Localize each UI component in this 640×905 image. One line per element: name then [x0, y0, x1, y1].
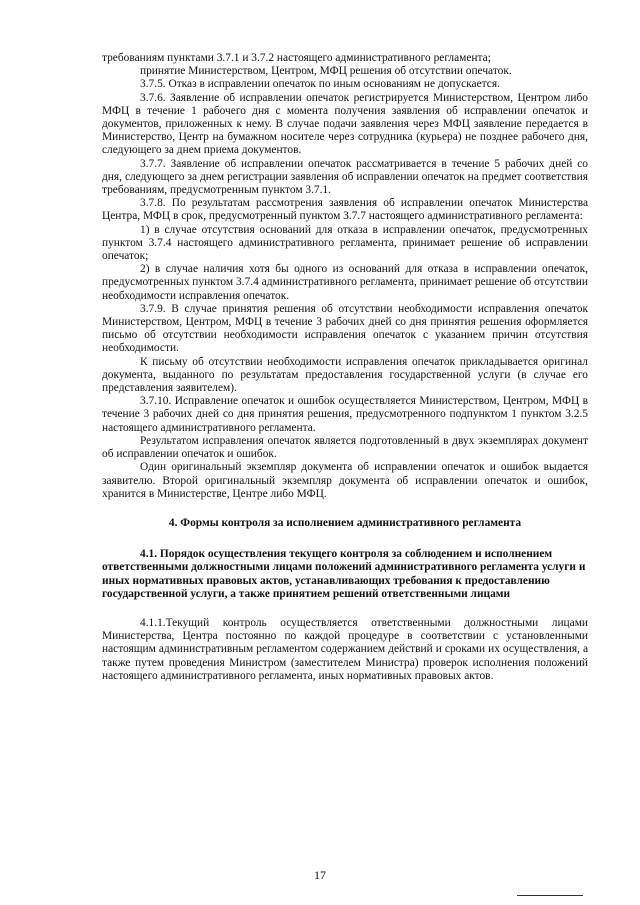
page-number: 17 [314, 868, 326, 882]
paragraph-3-7-8: 3.7.8. По результатам рассмотрения заявления об исправлении опечаток Министерства Центра, МФЦ в срок, предусмотренный пунктом 3.7.7 настоящего административного регламента: [102, 197, 588, 223]
paragraph-3-7-9: 3.7.9. В случае принятия решения об отсутствии необходимости исправления опечаток Министерством, Центром, МФЦ в течение 3 рабочих дней со дня принятия решения оформляется письмо об отсутствии необходимости исправления опечаток с указанием причин отсутствия необходимости. [102, 302, 588, 355]
paragraph-4-1-1: 4.1.1.Текущий контроль осуществляется ответственными должностными лицами Министерства, Центра постоянно по каждой процедуре в соответствии с установленными настоящим административным регламентом содержанием действий и сроками их осуществления, а также путем проведения Министром (заместителем Министра) проверок исполнения положений настоящего административного регламента, иных нормативных правовых актов. [102, 616, 588, 682]
paragraph-letter-attachment: К письму об отсутствии необходимости исправления опечаток прикладывается оригинал документа, выданного по результатам предоставления государственной услуги (в случае его представления заявителем). [102, 355, 588, 395]
paragraph-3-7-6: 3.7.6. Заявление об исправлении опечаток регистрируется Министерством, Центром либо МФЦ в течение 1 рабочего дня с момента получения заявления об исправлении опечаток и документов, приложенных к нему. В случае подачи заявления через МФЦ заявление передается в Министерство, Центр на бумажном носителе через сотрудника (курьера) не позднее рабочего дня, следующего за днем приема документов. [102, 91, 588, 157]
paragraph-item-1: 1) в случае отсутствия оснований для отказа в исправлении опечаток, предусмотренных пунктом 3.7.4 настоящего административного регламента, принимает решение об исправлении опечаток; [102, 223, 588, 263]
paragraph: принятие Министерством, Центром, МФЦ решения об отсутствии опечаток. [140, 65, 512, 78]
paragraph-3-7-10: 3.7.10. Исправление опечаток и ошибок осуществляется Министерством, Центром, МФЦ в течение 3 рабочих дней со дня принятия решения, предусмотренного подпунктом 1 пунктом 3.2.5 настоящего административного регламента. [102, 395, 588, 434]
footer-rule [517, 895, 583, 896]
document-page [102, 52, 588, 683]
paragraph-original-copy: Один оригинальный экземпляр документа об исправлении опечаток и ошибок выдается заявителю. Второй оригинальный экземпляр документа об исправлении опечаток и ошибок, хранится в Министерстве, Центре либо МФЦ. [102, 461, 588, 500]
paragraph-3-7-5: 3.7.5. Отказ в исправлении опечаток по иным основаниям не допускается. [140, 78, 500, 91]
paragraph-item-2: 2) в случае наличия хотя бы одного из оснований для отказа в исправлении опечаток, предусмотренных пунктом 3.7.4 административного регламента, принимает решение об отсутствии необходимости исправления опечаток. [102, 263, 588, 302]
paragraph-continuation: требованиям пунктами 3.7.1 и 3.7.2 настоящего административного регламента; [102, 52, 491, 64]
paragraph-3-7-7: 3.7.7. Заявление об исправлении опечаток рассматривается в течение 5 рабочих дней со дня, следующего за днем регистрации заявления об исправлении опечаток на предмет соответствия требованиям, предусмотренным пунктом 3.7.1. [102, 157, 588, 197]
subsection-heading: 4.1. Порядок осуществления текущего контроля за соблюдением и исполнением ответственными должностными лицами положений административного регламента услуги и иных нормативных правовых актов, устанавливающих требования к предоставлению государственной услуги, а также принятием решений ответственными лицами [102, 548, 586, 600]
paragraph-result: Результатом исправления опечаток является подготовленный в двух экземплярах документ об исправлении опечаток и ошибок. [102, 434, 588, 461]
section-heading: 4. Формы контроля за исполнением административного регламента [168, 516, 522, 529]
